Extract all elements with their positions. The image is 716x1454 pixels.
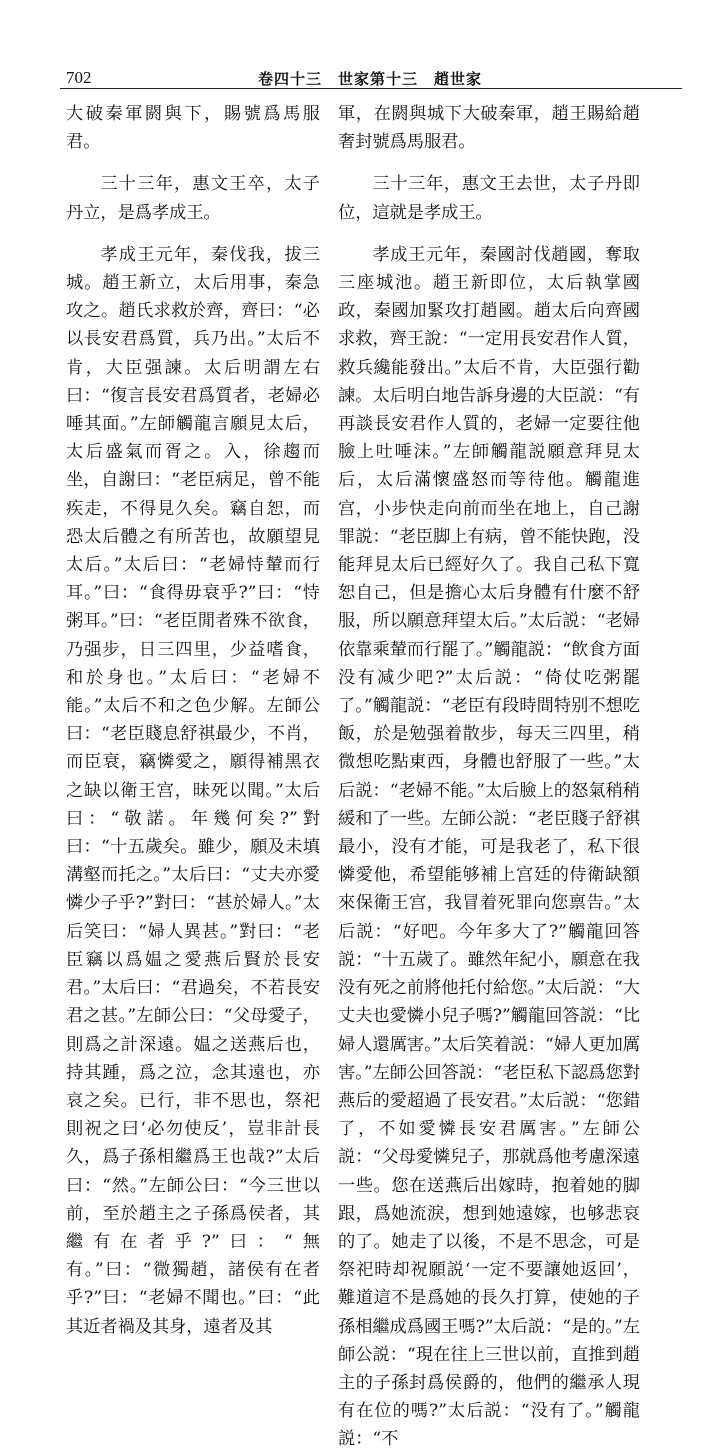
paragraph: 孝成王元年，秦國討伐趙國，奪取三座城池。趙王新即位，太后執掌國政，秦國加緊攻打趙國。趙太后向齊國求救，齊王說：“一定用長安君作人質，救兵纔能發出。”太后不肯，大臣强行勸諫。太后明白地告訴身邊的大臣説：“有再談長安君作人質的，老婦一定要往他臉上吐唾沫。”左師觸龍説願意拜見太后，太后滿懷盛怒而等待他。觸龍進宫，小步快走向前而坐在地上，自己謝罪説：“老臣脚上有病，曾不能快跑，没能拜見太后已經好久了。我自己私下寬恕自己，但是擔心太后身體有什麼不舒服，所以願意拜望太后。”太后説：“老婦依靠乘輦而行罷了。”觸龍説：“飲食方面没有减少吧?”太后説：“倚仗吃粥罷了。”觸龍説：“老臣有段時間特别不想吃飯，於是勉强着散步，每天三四里，稍微想吃點東西，身體也舒服了一些。”太后説：“老婦不能。”太后臉上的怒氣稍稍緩和了一些。左師公説：“老臣賤子舒祺最小，没有才能，可是我老了，私下很憐愛他，希望能够補上宫廷的侍衛缺額來保衛王宫，我冒着死罪向您禀告。”太后説：“好吧。今年多大了?”觸龍回答説：“十五歲了。雖然年紀小，願意在我没有死之前將他托付給您。”太后説：“大丈夫也愛憐小兒子嗎?”觸龍回答説：“比婦人還厲害。”太后笑着説：“婦人更加厲害。”左師公回答説：“老臣私下認爲您對燕后的愛超過了長安君。”太后説：“您錯了，不如愛憐長安君厲害。”左師公説：“父母愛憐兒子，那就爲他考慮深遠一些。您在送燕后出嫁時，抱着她的脚跟，爲她流淚，想到她遠嫁，也够悲哀的了。她走了以後，不是不思念，可是祭祀時却祝願説‘一定不要讓她返回’，難道這不是爲她的長久打算，使她的子孫相繼成爲國王嗎?”太后説：“是的。”左師公説：“現在往上三世以前，直推到趙主的子孫封爲侯爵的，他們的繼承人現有在位的嗎?”太后説：“没有了。”觸龍説：“不 [338,244,640,1450]
header-rule [60,88,682,89]
paragraph: 三十三年，惠文王去世，太子丹即位，這就是孝成王。 [338,174,640,223]
paragraph: 大破秦軍閼與下，賜號爲馬服君。 [66,104,320,153]
running-title: 卷四十三 世家第十三 趙世家 [258,70,483,88]
paragraph: 軍，在閼與城下大破秦軍，趙王賜給趙奢封號爲馬服君。 [338,104,640,153]
page-number: 702 [66,68,92,87]
paragraph: 孝成王元年，秦伐我，拔三城。趙王新立，太后用事，秦急攻之。趙氏求救於齊，齊曰：“必以長安君爲質，兵乃出。”太后不肯，大臣强諫。太后明謂左右曰：“復言長安君爲質者，老婦必唾其面。”左師觸龍言願見太后，太后盛氣而胥之。入，徐趨而坐，自謝曰：“老臣病足，曾不能疾走，不得見久矣。竊自恕，而恐太后體之有所苦也，故願望見太后。”太后曰：“老婦恃輦而行耳。”曰：“食得毋衰乎?”曰：“恃粥耳。”曰：“老臣閒者殊不欲食，乃强步，日三四里，少益嗜食，和於身也。”太后曰：“老婦不能。”太后不和之色少解。左師公曰：“老臣賤息舒祺最少，不肖，而臣衰，竊憐愛之，願得補黑衣之缺以衛王宫，昧死以聞。”太后曰：“敬諾。年幾何矣?”對曰：“十五歲矣。雖少，願及未填溝壑而托之。”太后曰：“丈夫亦愛憐少子乎?”對曰：“甚於婦人。”太后笑曰：“婦人異甚。”對曰：“老臣竊以爲媪之愛燕后賢於長安君。”太后曰：“君過矣，不若長安君之甚。”左師公曰：“父母愛子，則爲之計深遠。媪之送燕后也，持其踵，爲之泣，念其遠也，亦哀之矣。已行，非不思也，祭祀則祝之曰‘必勿使反’，豈非計長久，爲子孫相繼爲王也哉?”太后曰：“然。”左師公曰：“今三世以前，至於趙主之子孫爲侯者，其繼有在者乎?”曰：“無有。”曰：“微獨趙，諸侯有在者乎?”曰：“老婦不聞也。”曰：“此其近者禍及其身，遠者及其 [66,244,320,1337]
translation-column [338,100,640,1450]
paragraph: 三十三年，惠文王卒，太子丹立，是爲孝成王。 [66,174,320,223]
original-text-column [66,100,320,1337]
